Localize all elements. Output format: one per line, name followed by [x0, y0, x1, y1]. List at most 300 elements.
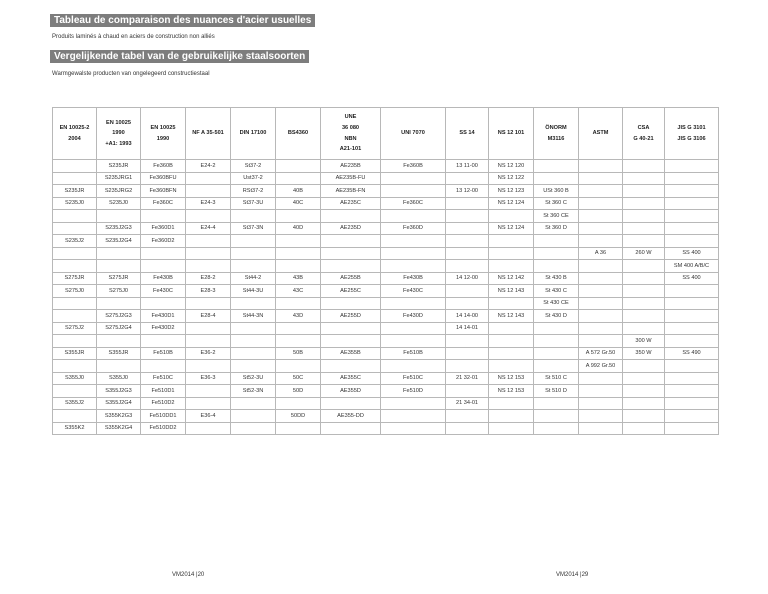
- table-cell: [53, 160, 97, 173]
- table-cell: [446, 360, 489, 373]
- table-cell: [276, 335, 321, 348]
- column-header-line: M3116: [547, 135, 565, 142]
- table-cell: St52-3U: [231, 372, 276, 385]
- table-cell: [186, 397, 231, 410]
- table-cell: NS 12 153: [489, 372, 534, 385]
- table-cell: S355K2: [53, 422, 97, 435]
- table-cell: Fe430D2: [141, 322, 186, 335]
- table-cell: S235J0: [97, 197, 141, 210]
- table-cell: [623, 185, 665, 198]
- table-cell: [446, 260, 489, 273]
- table-cell: [665, 322, 719, 335]
- steel-grade-comparison-table: [52, 107, 719, 435]
- table-cell: St44-3N: [231, 310, 276, 323]
- table-cell: Fe360D: [381, 222, 446, 235]
- table-cell: [534, 347, 579, 360]
- table-cell: [579, 397, 623, 410]
- table-cell: St 430 B: [534, 272, 579, 285]
- column-header-line: JIS G 3106: [677, 135, 706, 142]
- table-cell: S235JRG1: [97, 172, 141, 185]
- table-cell: St 360 D: [534, 222, 579, 235]
- table-cell: St44-2: [231, 272, 276, 285]
- table-cell: E36-2: [186, 347, 231, 360]
- table-row: [53, 347, 719, 360]
- table-cell: S355J2: [53, 397, 97, 410]
- table-row: [53, 172, 719, 185]
- table-cell: [276, 297, 321, 310]
- table-cell: [53, 260, 97, 273]
- table-cell: [231, 210, 276, 223]
- table-cell: [623, 197, 665, 210]
- table-cell: [186, 322, 231, 335]
- table-cell: [186, 235, 231, 248]
- table-cell: S355JR: [53, 347, 97, 360]
- table-cell: [534, 397, 579, 410]
- table-cell: [534, 322, 579, 335]
- table-cell: [623, 285, 665, 298]
- table-cell: [623, 385, 665, 398]
- table-cell: 14 12-00: [446, 272, 489, 285]
- table-cell: Fe510B: [381, 347, 446, 360]
- table-cell: [186, 297, 231, 310]
- table-cell: Fe510B: [141, 347, 186, 360]
- table-cell: [489, 247, 534, 260]
- table-row: [53, 185, 719, 198]
- table-cell: [381, 297, 446, 310]
- table-cell: [489, 347, 534, 360]
- table-row: [53, 285, 719, 298]
- column-header-line: BS4360: [287, 130, 309, 137]
- table-cell: 50C: [276, 372, 321, 385]
- table-cell: Fe510D: [381, 385, 446, 398]
- table-cell: S235J2G4: [97, 235, 141, 248]
- table-cell: St37-2: [231, 160, 276, 173]
- column-header-line: DIN 17100: [239, 130, 267, 137]
- table-cell: [53, 360, 97, 373]
- column-header: [141, 108, 186, 160]
- table-cell: S355JR: [97, 347, 141, 360]
- table-cell: AE355D: [321, 385, 381, 398]
- table-cell: [186, 260, 231, 273]
- column-header-line: UNI 7070: [401, 130, 425, 137]
- table-cell: 300 W: [623, 335, 665, 348]
- column-header-line: EN 10025-2: [59, 124, 90, 131]
- table-cell: S235J2: [53, 235, 97, 248]
- table-cell: Fe430B: [141, 272, 186, 285]
- table-cell: [534, 172, 579, 185]
- table-cell: St 360 CE: [534, 210, 579, 223]
- table-cell: [579, 297, 623, 310]
- table-cell: Ust37-2: [231, 172, 276, 185]
- table-cell: [381, 235, 446, 248]
- table-cell: [579, 410, 623, 423]
- table-cell: [665, 397, 719, 410]
- table-cell: 50D: [276, 385, 321, 398]
- table-cell: SS 490: [665, 347, 719, 360]
- table-cell: E28-3: [186, 285, 231, 298]
- table-cell: Fe510C: [381, 372, 446, 385]
- table-cell: Fe430B: [381, 272, 446, 285]
- table-cell: E28-4: [186, 310, 231, 323]
- table-cell: Fe360BFN: [141, 185, 186, 198]
- table-cell: [446, 410, 489, 423]
- table-cell: [489, 397, 534, 410]
- column-header-line: ÖNORM: [545, 124, 567, 131]
- table-cell: Fe430D1: [141, 310, 186, 323]
- table-cell: [579, 372, 623, 385]
- table-cell: [446, 222, 489, 235]
- table-cell: [623, 222, 665, 235]
- table-cell: [579, 210, 623, 223]
- table-cell: [141, 260, 186, 273]
- table-cell: [623, 297, 665, 310]
- table-cell: [141, 210, 186, 223]
- table-cell: [231, 235, 276, 248]
- table-cell: S235JR: [53, 185, 97, 198]
- table-cell: Fe360C: [141, 197, 186, 210]
- table-cell: NS 12 122: [489, 172, 534, 185]
- table-cell: [665, 210, 719, 223]
- table-cell: [489, 297, 534, 310]
- table-cell: [446, 347, 489, 360]
- table-cell: Fe510D2: [141, 397, 186, 410]
- table-cell: NS 12 142: [489, 272, 534, 285]
- column-header-line: SS 14: [459, 130, 475, 137]
- table-cell: [489, 260, 534, 273]
- table-cell: 21 32-01: [446, 372, 489, 385]
- table-cell: E24-4: [186, 222, 231, 235]
- table-cell: 40D: [276, 222, 321, 235]
- column-header: [186, 108, 231, 160]
- table-cell: [231, 322, 276, 335]
- table-cell: [665, 385, 719, 398]
- table-row: [53, 310, 719, 323]
- table-cell: [186, 385, 231, 398]
- table-cell: [97, 335, 141, 348]
- table-cell: [97, 210, 141, 223]
- table-cell: [186, 360, 231, 373]
- table-cell: [276, 172, 321, 185]
- column-header: [623, 108, 665, 160]
- table-cell: NS 12 120: [489, 160, 534, 173]
- table-cell: [446, 197, 489, 210]
- table-cell: 43D: [276, 310, 321, 323]
- table-cell: AE355C: [321, 372, 381, 385]
- column-header-line: 1990: [112, 130, 125, 137]
- table-cell: 50B: [276, 347, 321, 360]
- table-cell: [534, 335, 579, 348]
- table-cell: 43B: [276, 272, 321, 285]
- table-cell: [276, 397, 321, 410]
- table-cell: 21 34-01: [446, 397, 489, 410]
- table-cell: [231, 397, 276, 410]
- table-cell: [53, 297, 97, 310]
- table-cell: A 572 Gr.50: [579, 347, 623, 360]
- table-cell: [489, 360, 534, 373]
- table-cell: AE355-DD: [321, 410, 381, 423]
- table-cell: [623, 235, 665, 248]
- table-cell: [97, 360, 141, 373]
- table-cell: 14 14-01: [446, 322, 489, 335]
- table-cell: S355K2G3: [97, 410, 141, 423]
- column-header-line: EN 10025: [106, 119, 131, 126]
- table-cell: [534, 247, 579, 260]
- table-cell: [579, 222, 623, 235]
- table-cell: St 430 CE: [534, 297, 579, 310]
- table-cell: [665, 297, 719, 310]
- table-cell: S275JR: [97, 272, 141, 285]
- table-cell: [186, 172, 231, 185]
- column-header: [579, 108, 623, 160]
- table-cell: S235JRG2: [97, 185, 141, 198]
- title-french: Tableau de comparaison des nuances d'acier usuelles: [50, 14, 315, 27]
- table-cell: [665, 222, 719, 235]
- table-cell: [141, 360, 186, 373]
- table-cell: AE235C: [321, 197, 381, 210]
- table-cell: [97, 297, 141, 310]
- column-header-line: 36 080: [341, 124, 360, 131]
- title-dutch: Vergelijkende tabel van de gebruikelijke staalsoorten: [50, 50, 309, 63]
- table-cell: [381, 360, 446, 373]
- table-header-row: [53, 108, 719, 160]
- table-cell: [186, 185, 231, 198]
- table-cell: AE235B-FN: [321, 185, 381, 198]
- table-row: [53, 360, 719, 373]
- table-cell: [276, 160, 321, 173]
- table-cell: AE235D: [321, 222, 381, 235]
- table-row: [53, 422, 719, 435]
- table-cell: [141, 297, 186, 310]
- table-row: [53, 372, 719, 385]
- table-cell: [489, 210, 534, 223]
- column-header-line: NF A 35-501: [192, 130, 224, 137]
- table-cell: S235J0: [53, 197, 97, 210]
- table-cell: AE235B-FU: [321, 172, 381, 185]
- table-cell: [665, 197, 719, 210]
- table-cell: [321, 422, 381, 435]
- column-header-line: G 40-21: [633, 135, 654, 142]
- column-header: [231, 108, 276, 160]
- table-cell: E28-2: [186, 272, 231, 285]
- table-cell: [231, 335, 276, 348]
- column-header: [381, 108, 446, 160]
- column-header: [276, 108, 321, 160]
- table-cell: 40B: [276, 185, 321, 198]
- table-cell: [381, 185, 446, 198]
- table-cell: [231, 247, 276, 260]
- table-cell: [623, 360, 665, 373]
- table-cell: [321, 210, 381, 223]
- table-cell: [623, 160, 665, 173]
- table-cell: [446, 385, 489, 398]
- table-row: [53, 235, 719, 248]
- table-body: [53, 160, 719, 435]
- table-cell: [381, 410, 446, 423]
- table-cell: S355J0: [53, 372, 97, 385]
- column-header-line: NS 12 101: [497, 130, 525, 137]
- table-cell: [446, 285, 489, 298]
- table-row: [53, 385, 719, 398]
- table-cell: [579, 235, 623, 248]
- subtitle-french: Produits laminés à chaud en aciers de construction non alliés: [52, 34, 215, 40]
- table-cell: [321, 360, 381, 373]
- table-cell: [489, 422, 534, 435]
- table-cell: [381, 210, 446, 223]
- table-cell: [381, 422, 446, 435]
- table-cell: [534, 360, 579, 373]
- table-cell: [321, 297, 381, 310]
- table-row: [53, 335, 719, 348]
- table-cell: [53, 335, 97, 348]
- table-cell: [53, 410, 97, 423]
- table-cell: AE255B: [321, 272, 381, 285]
- table-cell: NS 12 124: [489, 197, 534, 210]
- table-cell: [579, 260, 623, 273]
- table-cell: St 510 D: [534, 385, 579, 398]
- table-cell: Fe430C: [381, 285, 446, 298]
- table-cell: [186, 422, 231, 435]
- table-cell: Fe360D1: [141, 222, 186, 235]
- table-cell: Fe510DD1: [141, 410, 186, 423]
- table-cell: S275J0: [53, 285, 97, 298]
- table-cell: [665, 285, 719, 298]
- table-cell: [276, 360, 321, 373]
- table-cell: [665, 235, 719, 248]
- table-cell: Fe430C: [141, 285, 186, 298]
- table-row: [53, 197, 719, 210]
- table-cell: [446, 235, 489, 248]
- table-cell: [446, 335, 489, 348]
- table-cell: E24-3: [186, 197, 231, 210]
- table-row: [53, 210, 719, 223]
- table-cell: NS 12 143: [489, 310, 534, 323]
- table-cell: Fe430D: [381, 310, 446, 323]
- table-cell: NS 12 153: [489, 385, 534, 398]
- table-row: [53, 297, 719, 310]
- table-cell: [665, 160, 719, 173]
- table-cell: [53, 172, 97, 185]
- table-cell: [53, 222, 97, 235]
- table-cell: [97, 260, 141, 273]
- table-cell: [381, 260, 446, 273]
- column-header-line: JIS G 3101: [677, 124, 706, 131]
- table-cell: E36-4: [186, 410, 231, 423]
- table-cell: [579, 197, 623, 210]
- table-cell: [579, 185, 623, 198]
- table-cell: [623, 172, 665, 185]
- column-header-line: 1990: [156, 135, 170, 142]
- table-cell: S355J0: [97, 372, 141, 385]
- table-cell: E36-3: [186, 372, 231, 385]
- table-cell: S355K2G4: [97, 422, 141, 435]
- column-header: [53, 108, 97, 160]
- table-cell: [276, 210, 321, 223]
- table-cell: [534, 410, 579, 423]
- table-cell: [446, 172, 489, 185]
- table-cell: [231, 422, 276, 435]
- table-cell: Fe360D2: [141, 235, 186, 248]
- column-header-line: UNE: [344, 114, 357, 121]
- table-row: [53, 247, 719, 260]
- column-header: [534, 108, 579, 160]
- table-cell: St44-3U: [231, 285, 276, 298]
- column-header: [97, 108, 141, 160]
- table-cell: [534, 422, 579, 435]
- table-cell: [321, 322, 381, 335]
- table-cell: [534, 260, 579, 273]
- table-cell: [623, 397, 665, 410]
- table-cell: 350 W: [623, 347, 665, 360]
- column-header-line: ASTM: [592, 130, 609, 137]
- table-cell: NS 12 143: [489, 285, 534, 298]
- table-cell: [53, 247, 97, 260]
- table-cell: S275JR: [53, 272, 97, 285]
- table-cell: S275J2G3: [97, 310, 141, 323]
- table-cell: [381, 335, 446, 348]
- table-cell: Fe360B: [141, 160, 186, 173]
- table-cell: [53, 210, 97, 223]
- table-cell: [186, 335, 231, 348]
- table-cell: [231, 360, 276, 373]
- table-cell: [579, 172, 623, 185]
- table-cell: [321, 335, 381, 348]
- column-header-line: CSA: [637, 124, 650, 131]
- table-cell: [141, 335, 186, 348]
- table-cell: [231, 410, 276, 423]
- table-cell: 260 W: [623, 247, 665, 260]
- table-cell: AE235B: [321, 160, 381, 173]
- table-cell: [53, 385, 97, 398]
- table-cell: [665, 310, 719, 323]
- table-cell: NS 12 124: [489, 222, 534, 235]
- table-cell: [381, 322, 446, 335]
- table-cell: Fe510D1: [141, 385, 186, 398]
- table-cell: [623, 260, 665, 273]
- table-row: [53, 272, 719, 285]
- column-header: [446, 108, 489, 160]
- table-cell: [579, 385, 623, 398]
- table-cell: S275J2G4: [97, 322, 141, 335]
- column-header: [321, 108, 381, 160]
- table-cell: Fe360BFU: [141, 172, 186, 185]
- table-cell: 43C: [276, 285, 321, 298]
- column-header: [665, 108, 719, 160]
- table-cell: 40C: [276, 197, 321, 210]
- table-cell: [489, 322, 534, 335]
- table-cell: Fe510C: [141, 372, 186, 385]
- table-cell: [665, 172, 719, 185]
- table-cell: [579, 322, 623, 335]
- table-row: [53, 397, 719, 410]
- table-cell: [321, 235, 381, 248]
- table-cell: [381, 172, 446, 185]
- table-cell: St37-3U: [231, 197, 276, 210]
- table-cell: [231, 260, 276, 273]
- table-cell: [97, 247, 141, 260]
- table-cell: [446, 210, 489, 223]
- table-cell: [186, 247, 231, 260]
- table-row: [53, 160, 719, 173]
- table-cell: NS 12 123: [489, 185, 534, 198]
- table-cell: SS 400: [665, 247, 719, 260]
- table-cell: AE255D: [321, 310, 381, 323]
- column-header-line: NBN: [344, 135, 357, 142]
- table-cell: Fe360C: [381, 197, 446, 210]
- column-header-line: EN 10025: [150, 124, 176, 131]
- table-cell: St 430 C: [534, 285, 579, 298]
- column-header-line: A21-101: [339, 146, 362, 153]
- table-cell: St 510 C: [534, 372, 579, 385]
